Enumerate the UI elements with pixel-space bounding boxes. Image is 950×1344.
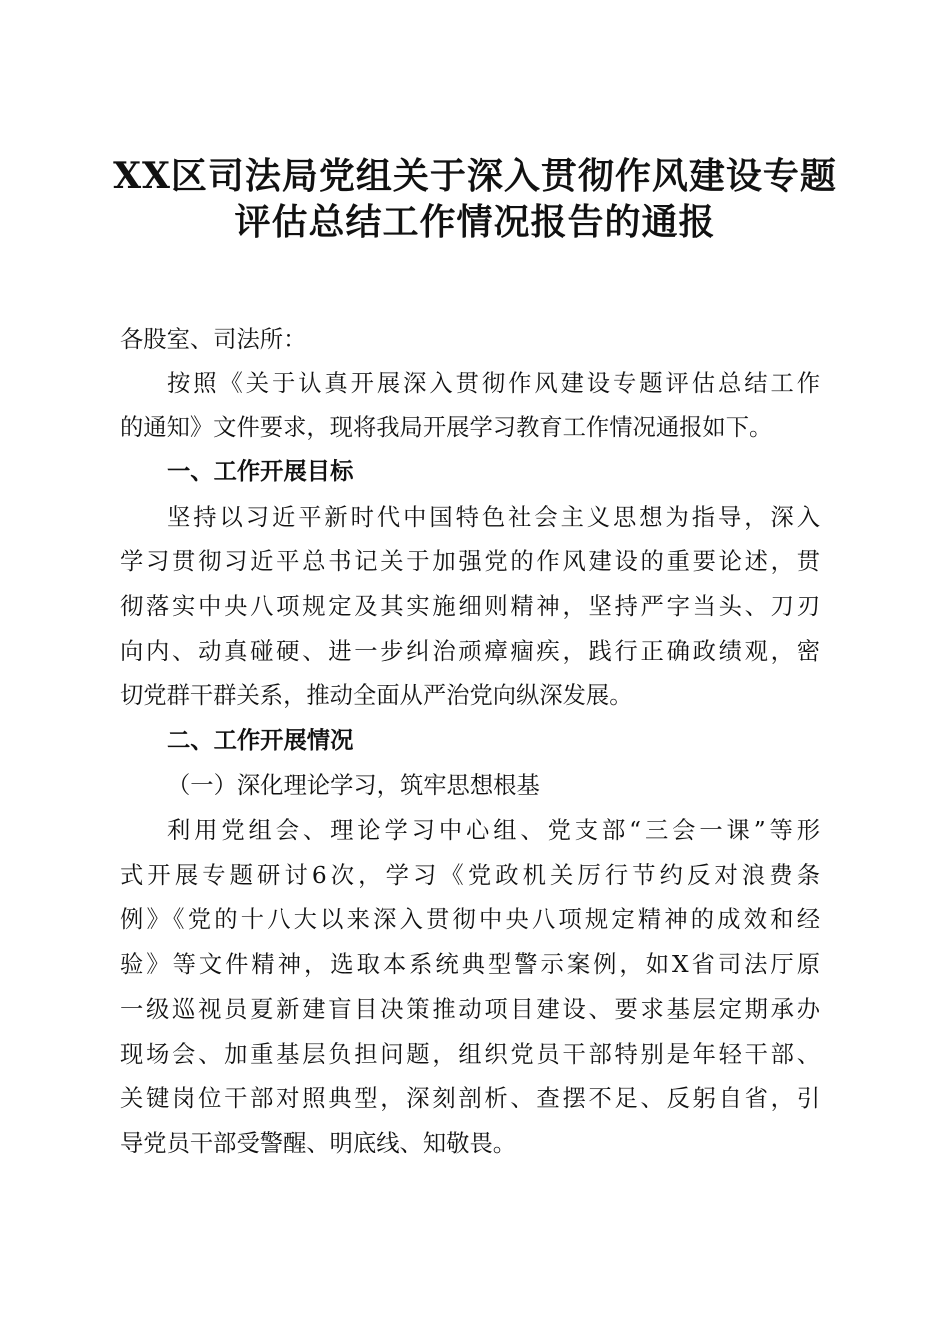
intro-line-1: 按照《关于认真开展深入贯彻作风建设专题评估总结工作 (167, 370, 820, 397)
subsection-1-heading: （一）深化理论学习，筑牢思想根基 (167, 772, 540, 799)
intro-line-2: 的通知》文件要求，现将我局开展学习教育工作情况通报如下。 (120, 414, 773, 441)
subsection-1-line-5: 一级巡视员夏新建盲目决策推动项目建设、要求基层定期承办 (120, 996, 820, 1023)
section-1-heading: 一、工作开展目标 (167, 458, 354, 485)
section-1-line-1: 坚持以习近平新时代中国特色社会主义思想为指导，深入 (167, 504, 820, 531)
subsection-1-line-6: 现场会、加重基层负担问题，组织党员干部特别是年轻干部、 (120, 1041, 820, 1068)
subsection-1-line-3: 例》《党的十八大以来深入贯彻中央八项规定精神的成效和经 (120, 906, 820, 933)
subsection-1-line-4: 验》等文件精神，选取本系统典型警示案例，如X省司法厅原 (120, 951, 820, 978)
subsection-1-line-1: 利用党组会、理论学习中心组、党支部“三会一课”等形 (167, 817, 820, 844)
document-title-line-1: XX区司法局党组关于深入贯彻作风建设专题 (113, 155, 837, 197)
section-2-heading: 二、工作开展情况 (167, 727, 354, 754)
document-title-line-2: 评估总结工作情况报告的通报 (234, 201, 716, 243)
section-1-line-3: 彻落实中央八项规定及其实施细则精神，坚持严字当头、刀刃 (120, 593, 820, 620)
section-1-line-4: 向内、动真碰硬、进一步纠治顽瘴痼疾，践行正确政绩观，密 (120, 638, 820, 665)
subsection-1-line-7: 关键岗位干部对照典型，深刻剖析、查摆不足、反躬自省，引 (120, 1085, 820, 1112)
subsection-1-line-8: 导党员干部受警醒、明底线、知敬畏。 (120, 1130, 517, 1157)
salutation: 各股室、司法所： (120, 326, 307, 353)
section-1-line-2: 学习贯彻习近平总书记关于加强党的作风建设的重要论述，贯 (120, 548, 820, 575)
section-1-line-5: 切党群干群关系，推动全面从严治党向纵深发展。 (120, 682, 633, 709)
subsection-1-line-2: 式开展专题研讨6次，学习《党政机关厉行节约反对浪费条 (120, 862, 820, 889)
